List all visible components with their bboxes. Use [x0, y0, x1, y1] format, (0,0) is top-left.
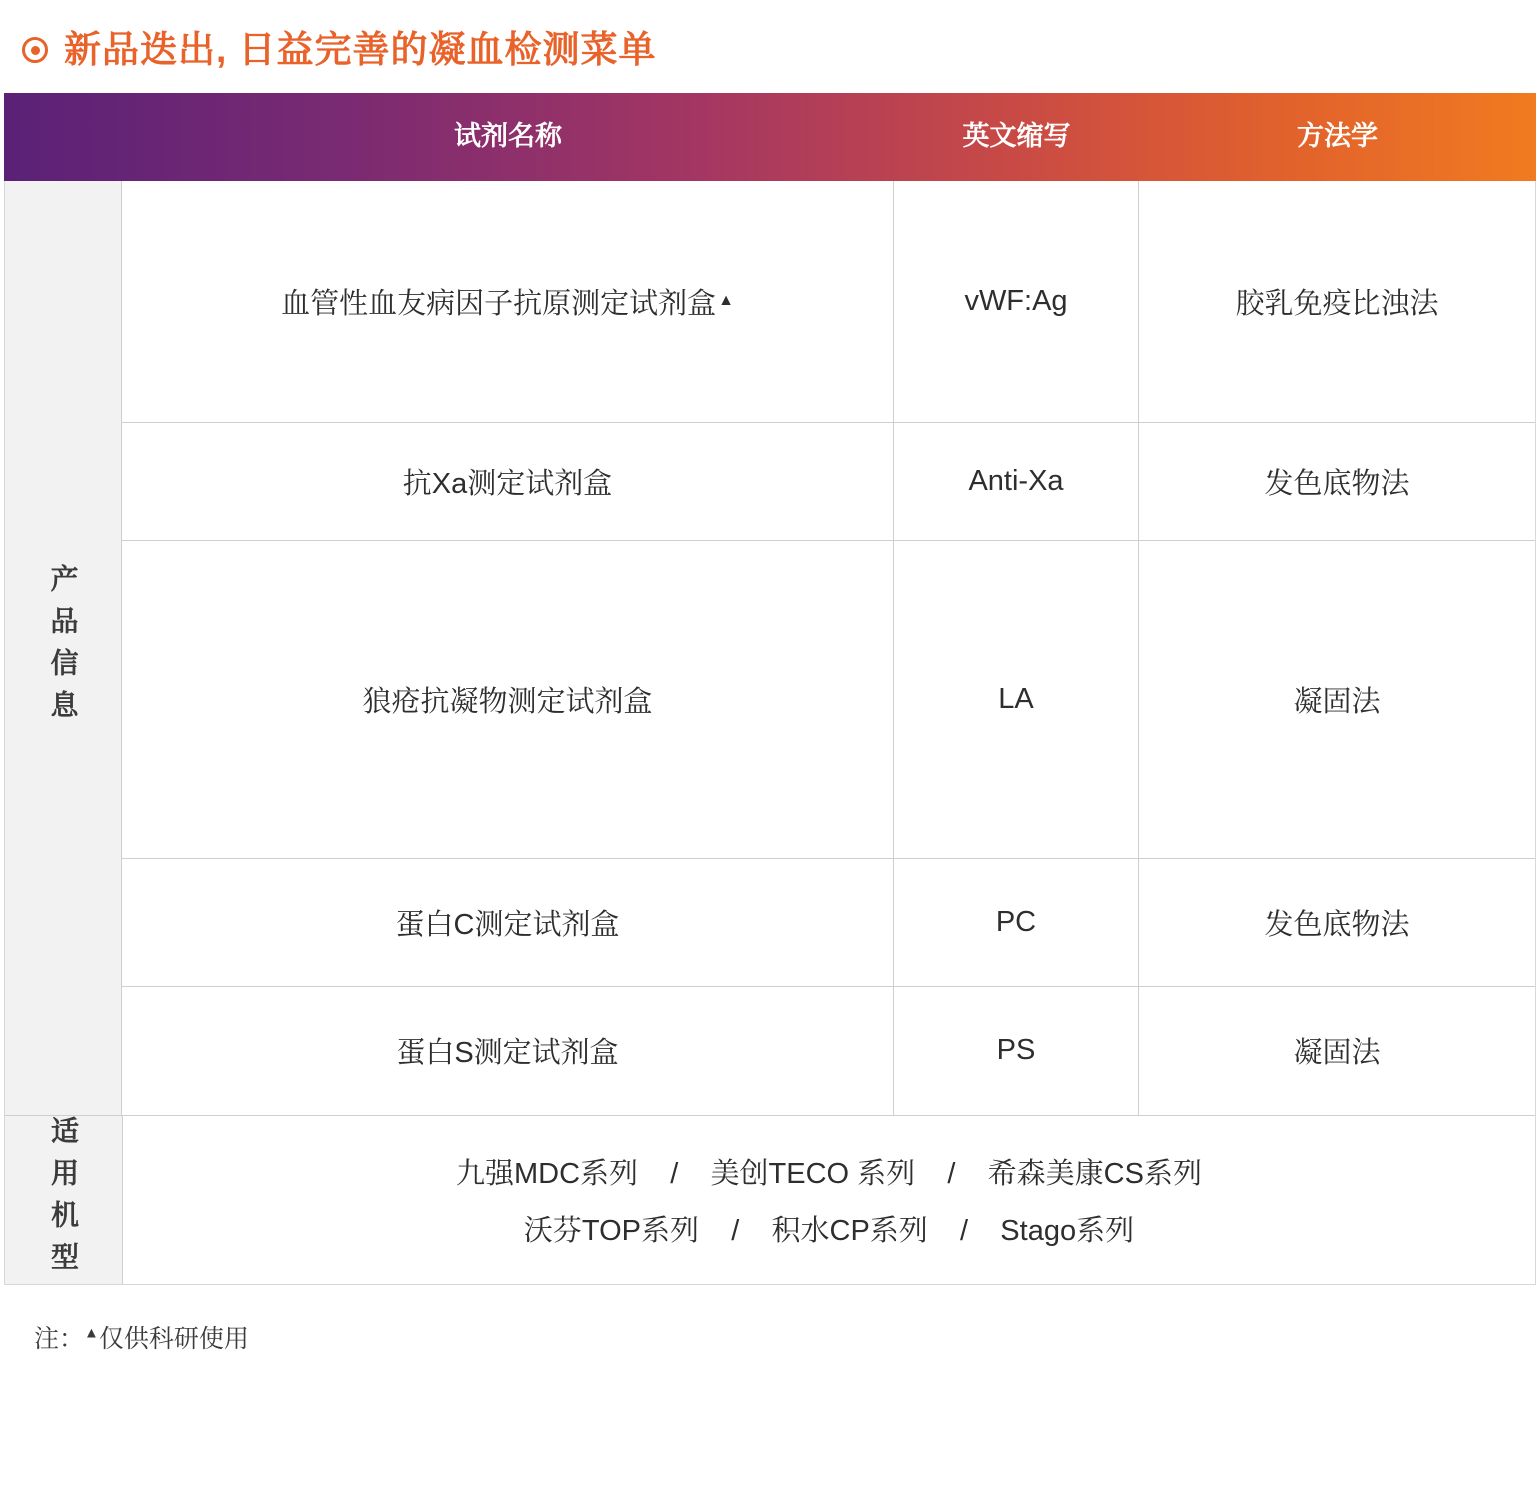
cell-methodology: 胶乳免疫比浊法 — [1235, 287, 1439, 320]
table-header-row — [4, 93, 1536, 181]
cell-abbreviation: PC — [894, 859, 1139, 986]
cell-reagent-name: 抗Xa测定试剂盒 — [122, 423, 894, 540]
target-dot-icon — [22, 37, 48, 63]
product-info-section — [5, 181, 1535, 1116]
cell-reagent-name: 狼疮抗凝物测定试剂盒 — [122, 541, 894, 858]
cell-methodology: 凝固法 — [1293, 685, 1381, 718]
table-body — [4, 181, 1536, 1285]
category-cell-instruments — [5, 1116, 123, 1284]
instrument-line: 九强MDC系列 / 美创TECO 系列 / 希森美康CS系列 — [456, 1157, 1202, 1190]
footnote — [0, 1285, 1540, 1355]
footnote-text: 仅供科研使用 — [98, 1324, 249, 1353]
cell-abbreviation: PS — [894, 987, 1139, 1115]
cell-methodology: 凝固法 — [1293, 1037, 1381, 1070]
cell-abbreviation: Anti-Xa — [894, 423, 1139, 540]
footnote-prefix: 注： — [34, 1324, 85, 1353]
instrument-line: 沃芬TOP系列 / 积水CP系列 / Stago系列 — [523, 1214, 1135, 1247]
category-label-instruments: 适用机型 — [48, 1115, 79, 1284]
category-label-product-info: 产品信息 — [47, 563, 79, 732]
cell-methodology: 发色底物法 — [1264, 908, 1410, 941]
product-rows — [122, 181, 1535, 1115]
reagent-menu-table — [4, 93, 1536, 1285]
table-row — [122, 181, 1535, 423]
reagent-name-text: 血管性血友病因子抗原测定试剂盒 — [281, 287, 717, 320]
cell-methodology: 发色底物法 — [1264, 467, 1410, 500]
cell-reagent-name: 蛋白C测定试剂盒 — [122, 859, 894, 986]
research-use-mark: ▲ — [718, 292, 734, 310]
page-title-text: 新品迭出, 日益完善的凝血检测菜单 — [64, 29, 657, 70]
header-reagent-name: 试剂名称 — [454, 121, 562, 152]
footnote-mark: ▲ — [84, 1324, 99, 1342]
table-row — [122, 987, 1535, 1115]
category-cell-product-info — [5, 181, 122, 1115]
header-methodology: 方法学 — [1297, 121, 1378, 152]
table-row — [122, 859, 1535, 987]
page-title — [0, 0, 1540, 93]
instrument-section — [5, 1116, 1535, 1284]
header-abbreviation: 英文缩写 — [962, 121, 1071, 152]
cell-reagent-name: 蛋白S测定试剂盒 — [122, 987, 894, 1115]
table-row — [122, 541, 1535, 859]
cell-reagent-name — [122, 181, 894, 422]
cell-abbreviation: LA — [894, 541, 1139, 858]
cell-abbreviation: vWF:Ag — [894, 181, 1139, 422]
table-row — [122, 423, 1535, 541]
instrument-list — [123, 1116, 1535, 1284]
